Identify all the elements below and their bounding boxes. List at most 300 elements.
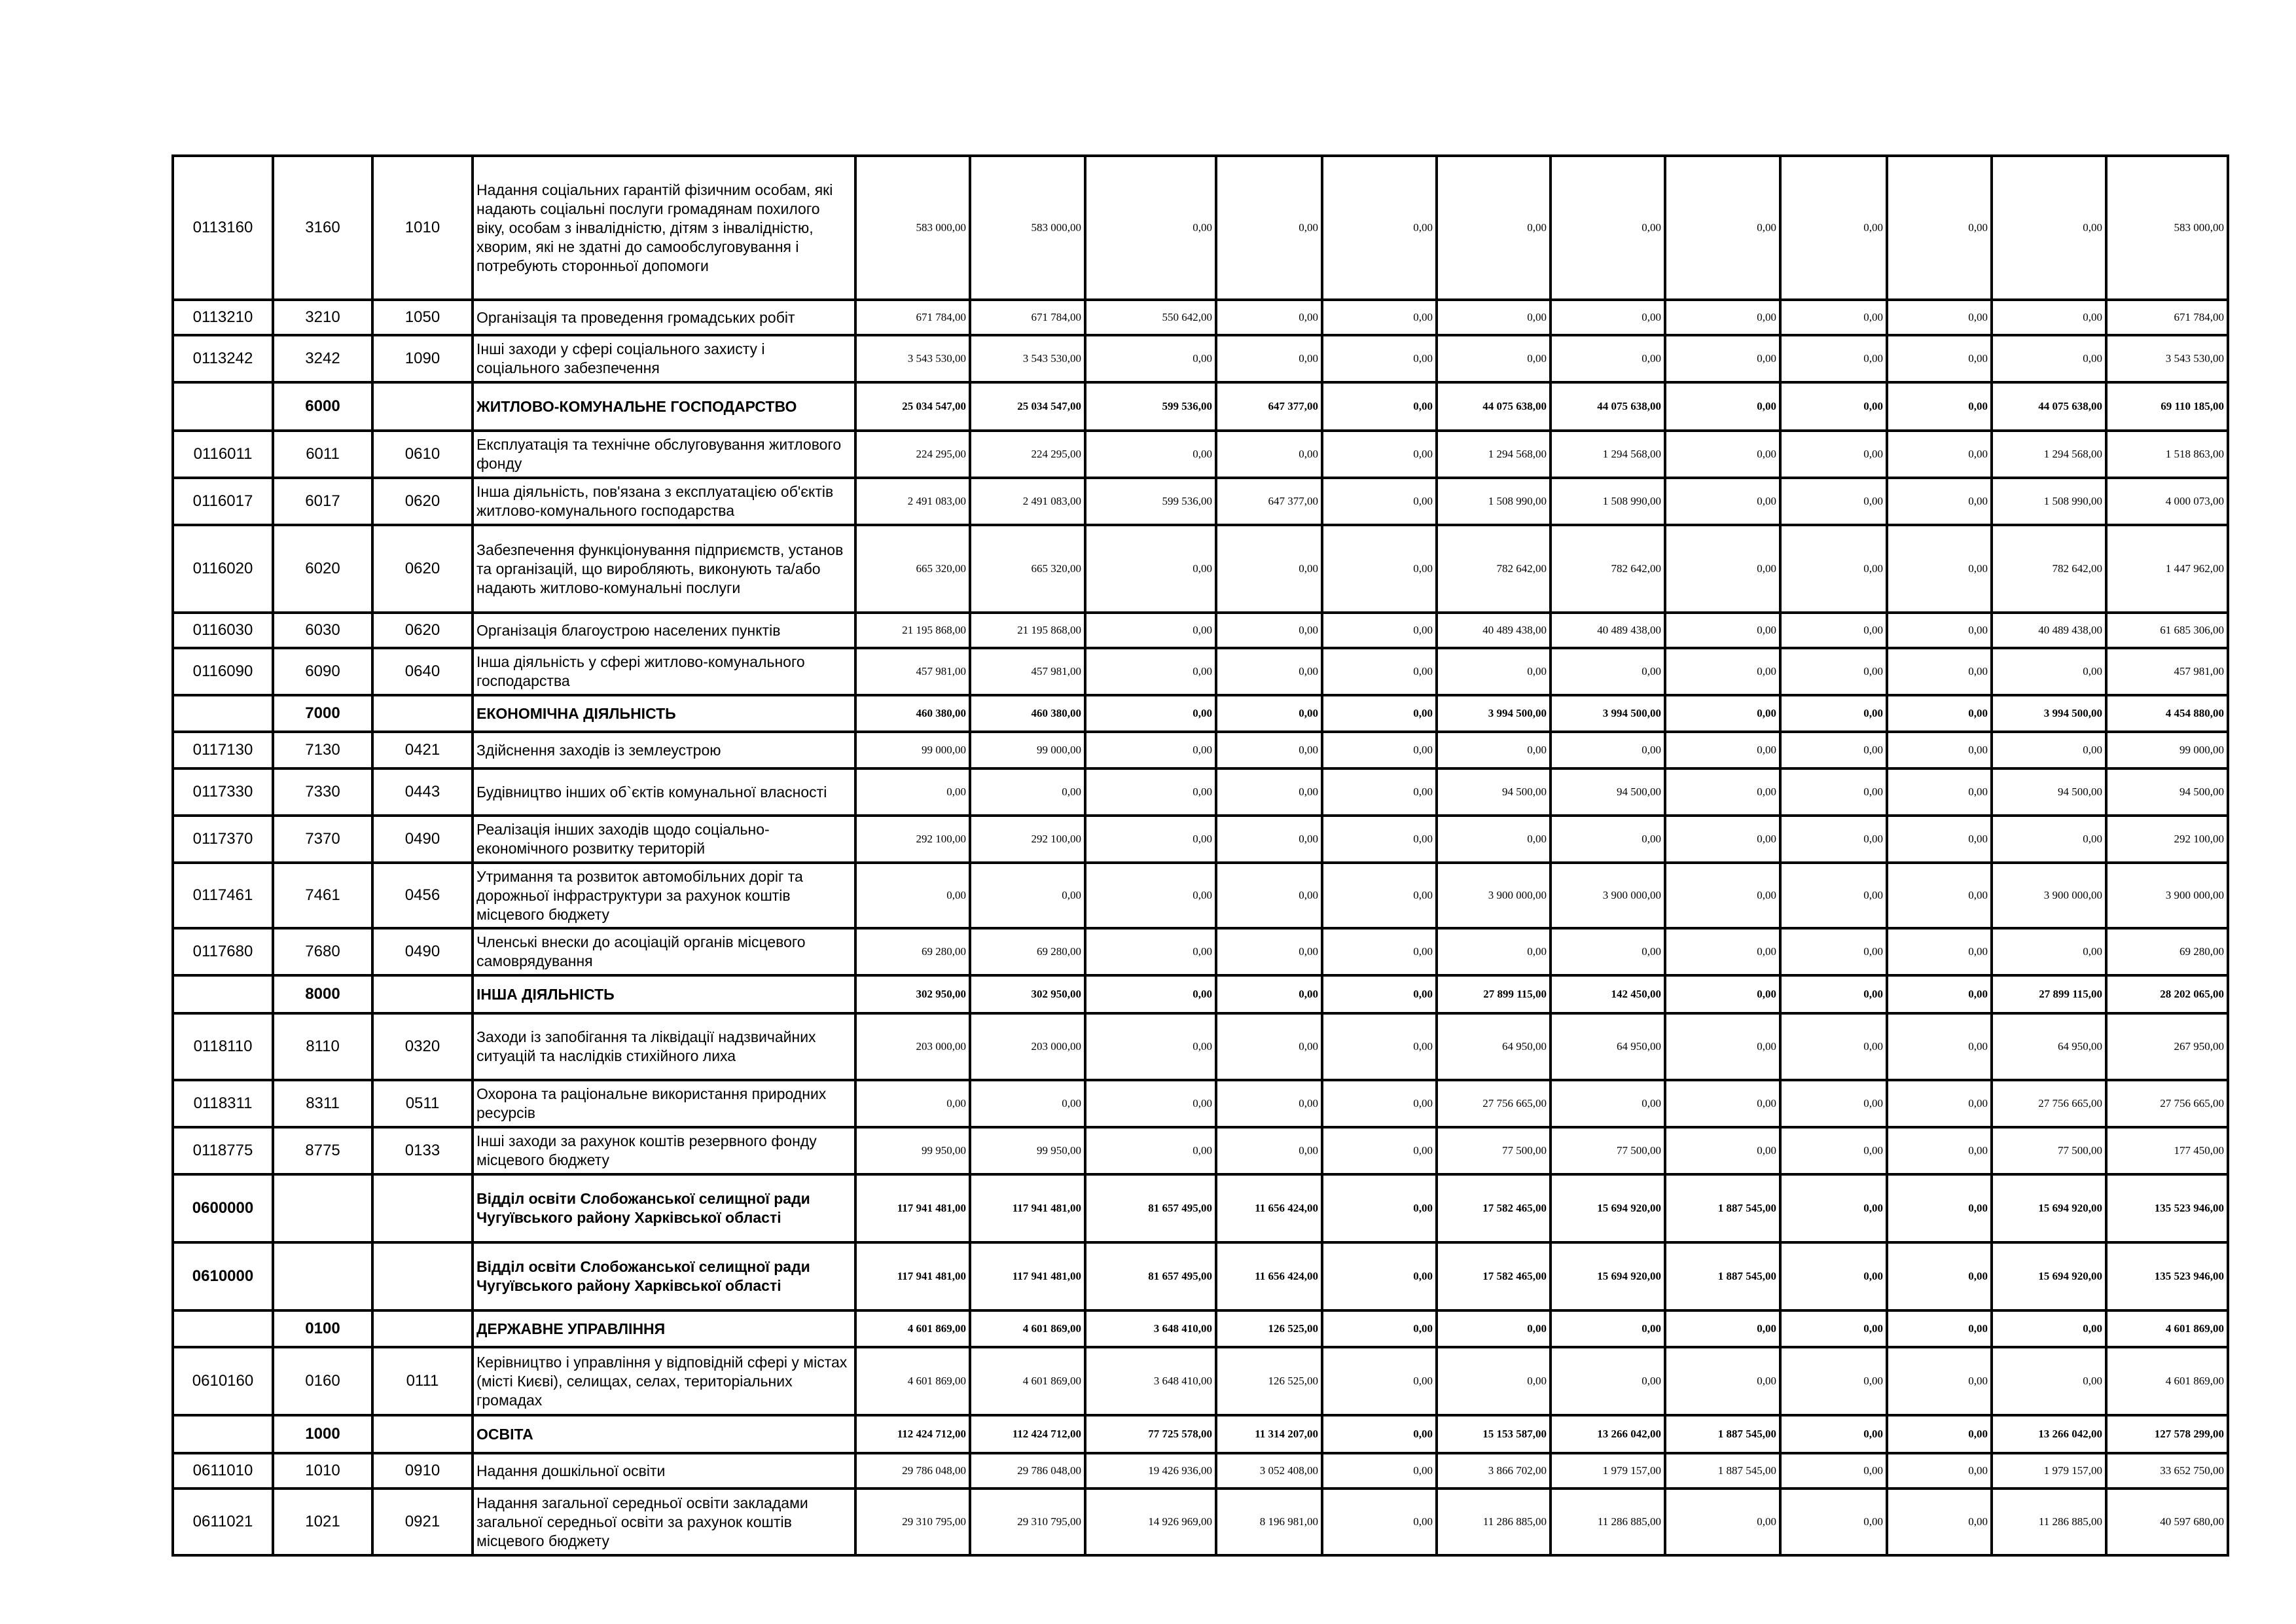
grand-total-cell: 69 280,00 — [2106, 928, 2228, 975]
program-code-cell: 0116011 — [173, 431, 273, 478]
general-fund-expenses-cell: 29 310 795,00 — [970, 1489, 1085, 1555]
general-fund-expenses-cell: 203 000,00 — [970, 1013, 1085, 1080]
table-row — [173, 1453, 2228, 1489]
general-fund-salary-cell: 14 926 969,00 — [1085, 1489, 1216, 1555]
special-fund-total-cell: 1 508 990,00 — [1437, 478, 1551, 525]
special-fund-expenses-cell: 0,00 — [1665, 1127, 1780, 1174]
grand-total-cell: 292 100,00 — [2106, 816, 2228, 863]
special-fund-utilities-cell: 0,00 — [1887, 1127, 1992, 1174]
special-fund-utilities-cell: 0,00 — [1887, 975, 1992, 1013]
special-fund-utilities-cell: 0,00 — [1887, 695, 1992, 732]
table-row — [173, 613, 2228, 648]
special-fund-salary-cell: 0,00 — [1780, 975, 1887, 1013]
special-fund-salary-cell: 0,00 — [1780, 1489, 1887, 1555]
general-fund-development-cell: 0,00 — [1322, 648, 1437, 695]
function-code-cell: 7000 — [273, 695, 372, 732]
program-code-cell: 0611010 — [173, 1453, 273, 1489]
general-fund-salary-cell: 0,00 — [1085, 816, 1216, 863]
special-fund-utilities-cell: 0,00 — [1887, 1415, 1992, 1453]
table-body — [173, 156, 2228, 1555]
fkvk-code-cell — [372, 1242, 473, 1310]
table-row — [173, 1013, 2228, 1080]
general-fund-expenses-cell: 457 981,00 — [970, 648, 1085, 695]
general-fund-total-cell: 0,00 — [855, 863, 970, 928]
program-name-cell: Керівництво і управління у відповідній сфері у містах (місті Києві), селищах, селах, територіальних громадах — [473, 1347, 855, 1415]
special-fund-salary-cell: 0,00 — [1780, 613, 1887, 648]
special-fund-salary-cell: 0,00 — [1780, 1174, 1887, 1242]
program-name-cell: ОСВІТА — [473, 1415, 855, 1453]
grand-total-cell: 99 000,00 — [2106, 732, 2228, 768]
general-fund-total-cell: 2 491 083,00 — [855, 478, 970, 525]
general-fund-salary-cell: 3 648 410,00 — [1085, 1347, 1216, 1415]
program-code-cell: 0116030 — [173, 613, 273, 648]
general-fund-development-cell: 0,00 — [1322, 768, 1437, 816]
grand-total-cell: 3 543 530,00 — [2106, 335, 2228, 382]
program-name-cell: Здійснення заходів із землеустрою — [473, 732, 855, 768]
special-fund-expenses-cell: 0,00 — [1665, 816, 1780, 863]
special-fund-expenses-cell: 0,00 — [1665, 431, 1780, 478]
program-code-cell: 0116020 — [173, 525, 273, 613]
general-fund-total-cell: 292 100,00 — [855, 816, 970, 863]
program-name-cell: Надання дошкільної освіти — [473, 1453, 855, 1489]
special-fund-expenses-cell: 1 887 545,00 — [1665, 1453, 1780, 1489]
general-fund-expenses-cell: 302 950,00 — [970, 975, 1085, 1013]
general-fund-total-cell: 99 000,00 — [855, 732, 970, 768]
special-fund-total-cell: 0,00 — [1437, 156, 1551, 300]
grand-total-cell: 1 518 863,00 — [2106, 431, 2228, 478]
general-fund-expenses-cell: 117 941 481,00 — [970, 1242, 1085, 1310]
table-row — [173, 1242, 2228, 1310]
special-fund-development-budget-cell: 15 694 920,00 — [1551, 1242, 1665, 1310]
special-fund-development-cell: 77 500,00 — [1992, 1127, 2106, 1174]
general-fund-development-cell: 0,00 — [1322, 156, 1437, 300]
special-fund-expenses-cell: 0,00 — [1665, 975, 1780, 1013]
fkvk-code-cell: 0620 — [372, 525, 473, 613]
special-fund-development-cell: 0,00 — [1992, 816, 2106, 863]
general-fund-development-cell: 0,00 — [1322, 478, 1437, 525]
special-fund-total-cell: 0,00 — [1437, 816, 1551, 863]
special-fund-development-budget-cell: 0,00 — [1551, 928, 1665, 975]
general-fund-salary-cell: 81 657 495,00 — [1085, 1174, 1216, 1242]
general-fund-utilities-cell: 8 196 981,00 — [1216, 1489, 1322, 1555]
function-code-cell: 1021 — [273, 1489, 372, 1555]
general-fund-salary-cell: 0,00 — [1085, 431, 1216, 478]
function-code-cell: 7370 — [273, 816, 372, 863]
fkvk-code-cell — [372, 1415, 473, 1453]
function-code-cell: 7461 — [273, 863, 372, 928]
special-fund-expenses-cell: 0,00 — [1665, 613, 1780, 648]
general-fund-development-cell: 0,00 — [1322, 1310, 1437, 1347]
special-fund-total-cell: 1 294 568,00 — [1437, 431, 1551, 478]
special-fund-utilities-cell: 0,00 — [1887, 863, 1992, 928]
special-fund-development-cell: 1 508 990,00 — [1992, 478, 2106, 525]
special-fund-expenses-cell: 0,00 — [1665, 768, 1780, 816]
general-fund-utilities-cell: 647 377,00 — [1216, 382, 1322, 431]
fkvk-code-cell: 1050 — [372, 300, 473, 335]
general-fund-expenses-cell: 583 000,00 — [970, 156, 1085, 300]
special-fund-development-budget-cell: 0,00 — [1551, 816, 1665, 863]
fkvk-code-cell: 0320 — [372, 1013, 473, 1080]
function-code-cell: 6020 — [273, 525, 372, 613]
special-fund-expenses-cell: 0,00 — [1665, 1310, 1780, 1347]
table-row — [173, 732, 2228, 768]
fkvk-code-cell: 0490 — [372, 928, 473, 975]
general-fund-utilities-cell: 126 525,00 — [1216, 1347, 1322, 1415]
grand-total-cell: 267 950,00 — [2106, 1013, 2228, 1080]
special-fund-total-cell: 0,00 — [1437, 732, 1551, 768]
table-row — [173, 382, 2228, 431]
special-fund-total-cell: 64 950,00 — [1437, 1013, 1551, 1080]
general-fund-salary-cell: 0,00 — [1085, 975, 1216, 1013]
fkvk-code-cell — [372, 975, 473, 1013]
general-fund-development-cell: 0,00 — [1322, 1347, 1437, 1415]
special-fund-development-cell: 40 489 438,00 — [1992, 613, 2106, 648]
special-fund-development-cell: 3 994 500,00 — [1992, 695, 2106, 732]
general-fund-utilities-cell: 0,00 — [1216, 300, 1322, 335]
special-fund-development-cell: 0,00 — [1992, 335, 2106, 382]
general-fund-development-cell: 0,00 — [1322, 695, 1437, 732]
special-fund-development-budget-cell: 40 489 438,00 — [1551, 613, 1665, 648]
fkvk-code-cell: 0640 — [372, 648, 473, 695]
table-row — [173, 1415, 2228, 1453]
general-fund-expenses-cell: 292 100,00 — [970, 816, 1085, 863]
program-name-cell: Відділ освіти Слобожанської селищної ради Чугуївського району Харківської області — [473, 1242, 855, 1310]
general-fund-development-cell: 0,00 — [1322, 335, 1437, 382]
general-fund-expenses-cell: 117 941 481,00 — [970, 1174, 1085, 1242]
general-fund-salary-cell: 599 536,00 — [1085, 478, 1216, 525]
special-fund-utilities-cell: 0,00 — [1887, 156, 1992, 300]
general-fund-total-cell: 302 950,00 — [855, 975, 970, 1013]
program-code-cell: 0118775 — [173, 1127, 273, 1174]
grand-total-cell: 135 523 946,00 — [2106, 1242, 2228, 1310]
special-fund-salary-cell: 0,00 — [1780, 648, 1887, 695]
general-fund-total-cell: 25 034 547,00 — [855, 382, 970, 431]
general-fund-utilities-cell: 0,00 — [1216, 975, 1322, 1013]
special-fund-expenses-cell: 0,00 — [1665, 156, 1780, 300]
general-fund-utilities-cell: 11 656 424,00 — [1216, 1242, 1322, 1310]
program-name-cell: ЖИТЛОВО-КОМУНАЛЬНЕ ГОСПОДАРСТВО — [473, 382, 855, 431]
general-fund-total-cell: 224 295,00 — [855, 431, 970, 478]
table-row — [173, 300, 2228, 335]
special-fund-development-budget-cell: 0,00 — [1551, 1347, 1665, 1415]
general-fund-expenses-cell: 460 380,00 — [970, 695, 1085, 732]
special-fund-expenses-cell: 0,00 — [1665, 695, 1780, 732]
special-fund-development-budget-cell: 1 294 568,00 — [1551, 431, 1665, 478]
special-fund-development-cell: 27 756 665,00 — [1992, 1080, 2106, 1127]
special-fund-development-cell: 1 979 157,00 — [1992, 1453, 2106, 1489]
general-fund-expenses-cell: 21 195 868,00 — [970, 613, 1085, 648]
grand-total-cell: 40 597 680,00 — [2106, 1489, 2228, 1555]
general-fund-total-cell: 583 000,00 — [855, 156, 970, 300]
general-fund-development-cell: 0,00 — [1322, 613, 1437, 648]
general-fund-expenses-cell: 3 543 530,00 — [970, 335, 1085, 382]
general-fund-expenses-cell: 0,00 — [970, 768, 1085, 816]
special-fund-total-cell: 17 582 465,00 — [1437, 1242, 1551, 1310]
general-fund-utilities-cell: 0,00 — [1216, 863, 1322, 928]
special-fund-development-budget-cell: 3 994 500,00 — [1551, 695, 1665, 732]
table-row — [173, 768, 2228, 816]
special-fund-development-cell: 11 286 885,00 — [1992, 1489, 2106, 1555]
general-fund-development-cell: 0,00 — [1322, 975, 1437, 1013]
program-name-cell: Відділ освіти Слобожанської селищної ради Чугуївського району Харківської області — [473, 1174, 855, 1242]
program-name-cell: Охорона та раціональне використання природних ресурсів — [473, 1080, 855, 1127]
program-name-cell: Реалізація інших заходів щодо соціально-економічного розвитку територій — [473, 816, 855, 863]
general-fund-development-cell: 0,00 — [1322, 1013, 1437, 1080]
special-fund-development-cell: 27 899 115,00 — [1992, 975, 2106, 1013]
general-fund-development-cell: 0,00 — [1322, 382, 1437, 431]
grand-total-cell: 4 601 869,00 — [2106, 1310, 2228, 1347]
special-fund-development-cell: 0,00 — [1992, 1310, 2106, 1347]
general-fund-utilities-cell: 0,00 — [1216, 695, 1322, 732]
table-row — [173, 648, 2228, 695]
program-code-cell: 0118110 — [173, 1013, 273, 1080]
general-fund-total-cell: 4 601 869,00 — [855, 1347, 970, 1415]
fkvk-code-cell: 0111 — [372, 1347, 473, 1415]
general-fund-development-cell: 0,00 — [1322, 1080, 1437, 1127]
special-fund-utilities-cell: 0,00 — [1887, 1347, 1992, 1415]
general-fund-development-cell: 0,00 — [1322, 928, 1437, 975]
special-fund-development-cell: 782 642,00 — [1992, 525, 2106, 613]
general-fund-total-cell: 117 941 481,00 — [855, 1242, 970, 1310]
program-code-cell: 0118311 — [173, 1080, 273, 1127]
special-fund-development-budget-cell: 15 694 920,00 — [1551, 1174, 1665, 1242]
function-code-cell: 6017 — [273, 478, 372, 525]
special-fund-salary-cell: 0,00 — [1780, 525, 1887, 613]
general-fund-expenses-cell: 0,00 — [970, 863, 1085, 928]
special-fund-salary-cell: 0,00 — [1780, 156, 1887, 300]
special-fund-salary-cell: 0,00 — [1780, 1013, 1887, 1080]
budget-table — [171, 154, 2229, 1557]
special-fund-utilities-cell: 0,00 — [1887, 478, 1992, 525]
general-fund-utilities-cell: 0,00 — [1216, 1013, 1322, 1080]
fkvk-code-cell: 0490 — [372, 816, 473, 863]
general-fund-salary-cell: 0,00 — [1085, 613, 1216, 648]
general-fund-utilities-cell: 0,00 — [1216, 816, 1322, 863]
program-code-cell — [173, 1415, 273, 1453]
special-fund-total-cell: 3 900 000,00 — [1437, 863, 1551, 928]
special-fund-development-budget-cell: 64 950,00 — [1551, 1013, 1665, 1080]
program-code-cell: 0610160 — [173, 1347, 273, 1415]
general-fund-development-cell: 0,00 — [1322, 1453, 1437, 1489]
program-code-cell: 0611021 — [173, 1489, 273, 1555]
special-fund-expenses-cell: 0,00 — [1665, 1347, 1780, 1415]
function-code-cell: 1010 — [273, 1453, 372, 1489]
function-code-cell: 8110 — [273, 1013, 372, 1080]
special-fund-utilities-cell: 0,00 — [1887, 1080, 1992, 1127]
fkvk-code-cell: 0421 — [372, 732, 473, 768]
grand-total-cell: 28 202 065,00 — [2106, 975, 2228, 1013]
program-name-cell: Інша діяльність у сфері житлово-комунального господарства — [473, 648, 855, 695]
table-row — [173, 1489, 2228, 1555]
grand-total-cell: 94 500,00 — [2106, 768, 2228, 816]
general-fund-total-cell: 665 320,00 — [855, 525, 970, 613]
special-fund-total-cell: 94 500,00 — [1437, 768, 1551, 816]
special-fund-total-cell: 77 500,00 — [1437, 1127, 1551, 1174]
special-fund-utilities-cell: 0,00 — [1887, 816, 1992, 863]
general-fund-salary-cell: 550 642,00 — [1085, 300, 1216, 335]
program-name-cell: Організація благоустрою населених пунктів — [473, 613, 855, 648]
grand-total-cell: 671 784,00 — [2106, 300, 2228, 335]
special-fund-expenses-cell: 1 887 545,00 — [1665, 1415, 1780, 1453]
function-code-cell: 6000 — [273, 382, 372, 431]
fkvk-code-cell: 0443 — [372, 768, 473, 816]
general-fund-salary-cell: 0,00 — [1085, 1013, 1216, 1080]
special-fund-total-cell: 0,00 — [1437, 928, 1551, 975]
special-fund-utilities-cell: 0,00 — [1887, 1310, 1992, 1347]
general-fund-expenses-cell: 671 784,00 — [970, 300, 1085, 335]
fkvk-code-cell — [372, 382, 473, 431]
special-fund-expenses-cell: 0,00 — [1665, 525, 1780, 613]
program-name-cell: Будівництво інших об`єктів комунальної власності — [473, 768, 855, 816]
special-fund-expenses-cell: 0,00 — [1665, 928, 1780, 975]
program-code-cell: 0117680 — [173, 928, 273, 975]
general-fund-expenses-cell: 0,00 — [970, 1080, 1085, 1127]
program-name-cell: ІНША ДІЯЛЬНІСТЬ — [473, 975, 855, 1013]
function-code-cell: 6030 — [273, 613, 372, 648]
special-fund-utilities-cell: 0,00 — [1887, 382, 1992, 431]
general-fund-total-cell: 21 195 868,00 — [855, 613, 970, 648]
special-fund-development-budget-cell: 0,00 — [1551, 1310, 1665, 1347]
program-name-cell: Заходи із запобігання та ліквідації надзвичайних ситуацій та наслідків стихійного лиха — [473, 1013, 855, 1080]
general-fund-development-cell: 0,00 — [1322, 1127, 1437, 1174]
special-fund-salary-cell: 0,00 — [1780, 335, 1887, 382]
general-fund-total-cell: 117 941 481,00 — [855, 1174, 970, 1242]
special-fund-expenses-cell: 0,00 — [1665, 648, 1780, 695]
general-fund-utilities-cell: 126 525,00 — [1216, 1310, 1322, 1347]
general-fund-salary-cell: 0,00 — [1085, 525, 1216, 613]
special-fund-development-budget-cell: 11 286 885,00 — [1551, 1489, 1665, 1555]
table-row — [173, 431, 2228, 478]
general-fund-salary-cell: 0,00 — [1085, 863, 1216, 928]
program-name-cell: Експлуатація та технічне обслуговування житлового фонду — [473, 431, 855, 478]
general-fund-utilities-cell: 647 377,00 — [1216, 478, 1322, 525]
grand-total-cell: 177 450,00 — [2106, 1127, 2228, 1174]
special-fund-salary-cell: 0,00 — [1780, 431, 1887, 478]
special-fund-salary-cell: 0,00 — [1780, 816, 1887, 863]
special-fund-expenses-cell: 0,00 — [1665, 1013, 1780, 1080]
special-fund-development-cell: 15 694 920,00 — [1992, 1242, 2106, 1310]
general-fund-utilities-cell: 0,00 — [1216, 525, 1322, 613]
general-fund-expenses-cell: 69 280,00 — [970, 928, 1085, 975]
general-fund-utilities-cell: 0,00 — [1216, 648, 1322, 695]
special-fund-expenses-cell: 0,00 — [1665, 732, 1780, 768]
program-code-cell: 0116090 — [173, 648, 273, 695]
special-fund-development-budget-cell: 94 500,00 — [1551, 768, 1665, 816]
special-fund-development-budget-cell: 0,00 — [1551, 335, 1665, 382]
table-row — [173, 1127, 2228, 1174]
program-code-cell — [173, 1310, 273, 1347]
general-fund-total-cell: 3 543 530,00 — [855, 335, 970, 382]
general-fund-utilities-cell: 11 656 424,00 — [1216, 1174, 1322, 1242]
general-fund-salary-cell: 0,00 — [1085, 1127, 1216, 1174]
special-fund-development-cell: 0,00 — [1992, 648, 2106, 695]
function-code-cell: 3160 — [273, 156, 372, 300]
special-fund-salary-cell: 0,00 — [1780, 695, 1887, 732]
program-name-cell: Надання загальної середньої освіти закладами загальної середньої освіти за рахунок коштів місцевого бюджету — [473, 1489, 855, 1555]
function-code-cell — [273, 1242, 372, 1310]
grand-total-cell: 583 000,00 — [2106, 156, 2228, 300]
special-fund-utilities-cell: 0,00 — [1887, 648, 1992, 695]
general-fund-total-cell: 112 424 712,00 — [855, 1415, 970, 1453]
general-fund-expenses-cell: 4 601 869,00 — [970, 1347, 1085, 1415]
special-fund-development-cell: 1 294 568,00 — [1992, 431, 2106, 478]
general-fund-salary-cell: 81 657 495,00 — [1085, 1242, 1216, 1310]
general-fund-salary-cell: 19 426 936,00 — [1085, 1453, 1216, 1489]
special-fund-expenses-cell: 0,00 — [1665, 335, 1780, 382]
special-fund-expenses-cell: 1 887 545,00 — [1665, 1242, 1780, 1310]
general-fund-development-cell: 0,00 — [1322, 863, 1437, 928]
special-fund-total-cell: 11 286 885,00 — [1437, 1489, 1551, 1555]
program-code-cell: 0610000 — [173, 1242, 273, 1310]
general-fund-salary-cell: 0,00 — [1085, 928, 1216, 975]
special-fund-development-budget-cell: 0,00 — [1551, 156, 1665, 300]
program-name-cell: Надання соціальних гарантій фізичним особам, які надають соціальні послуги громадянам похилого віку, особам з інвалідністю, дітям з інвалідністю, хворим, які не здатні до самообслуговування і потребують сторонньої допомоги — [473, 156, 855, 300]
special-fund-utilities-cell: 0,00 — [1887, 1174, 1992, 1242]
special-fund-total-cell: 0,00 — [1437, 648, 1551, 695]
general-fund-utilities-cell: 0,00 — [1216, 335, 1322, 382]
fkvk-code-cell: 1010 — [372, 156, 473, 300]
grand-total-cell: 135 523 946,00 — [2106, 1174, 2228, 1242]
special-fund-development-budget-cell: 13 266 042,00 — [1551, 1415, 1665, 1453]
function-code-cell — [273, 1174, 372, 1242]
special-fund-salary-cell: 0,00 — [1780, 382, 1887, 431]
special-fund-development-cell: 0,00 — [1992, 1347, 2106, 1415]
function-code-cell: 0100 — [273, 1310, 372, 1347]
general-fund-expenses-cell: 99 000,00 — [970, 732, 1085, 768]
general-fund-salary-cell: 77 725 578,00 — [1085, 1415, 1216, 1453]
table-row — [173, 335, 2228, 382]
special-fund-development-cell: 13 266 042,00 — [1992, 1415, 2106, 1453]
special-fund-development-cell: 0,00 — [1992, 928, 2106, 975]
special-fund-development-cell: 0,00 — [1992, 156, 2106, 300]
general-fund-total-cell: 0,00 — [855, 768, 970, 816]
special-fund-expenses-cell: 0,00 — [1665, 1080, 1780, 1127]
special-fund-total-cell: 0,00 — [1437, 300, 1551, 335]
fkvk-code-cell: 0910 — [372, 1453, 473, 1489]
program-name-cell: ДЕРЖАВНЕ УПРАВЛІННЯ — [473, 1310, 855, 1347]
special-fund-total-cell: 782 642,00 — [1437, 525, 1551, 613]
program-name-cell: Організація та проведення громадських робіт — [473, 300, 855, 335]
general-fund-total-cell: 99 950,00 — [855, 1127, 970, 1174]
program-code-cell — [173, 695, 273, 732]
function-code-cell: 7130 — [273, 732, 372, 768]
program-code-cell: 0113160 — [173, 156, 273, 300]
general-fund-salary-cell: 0,00 — [1085, 156, 1216, 300]
general-fund-utilities-cell: 3 052 408,00 — [1216, 1453, 1322, 1489]
general-fund-utilities-cell: 0,00 — [1216, 1127, 1322, 1174]
fkvk-code-cell: 0133 — [372, 1127, 473, 1174]
special-fund-development-cell: 0,00 — [1992, 300, 2106, 335]
general-fund-salary-cell: 3 648 410,00 — [1085, 1310, 1216, 1347]
grand-total-cell: 3 900 000,00 — [2106, 863, 2228, 928]
table-row — [173, 1310, 2228, 1347]
grand-total-cell: 457 981,00 — [2106, 648, 2228, 695]
fkvk-code-cell: 0921 — [372, 1489, 473, 1555]
general-fund-expenses-cell: 99 950,00 — [970, 1127, 1085, 1174]
special-fund-development-cell: 15 694 920,00 — [1992, 1174, 2106, 1242]
program-code-cell: 0113210 — [173, 300, 273, 335]
special-fund-total-cell: 0,00 — [1437, 335, 1551, 382]
special-fund-total-cell: 27 899 115,00 — [1437, 975, 1551, 1013]
general-fund-expenses-cell: 4 601 869,00 — [970, 1310, 1085, 1347]
special-fund-expenses-cell: 0,00 — [1665, 863, 1780, 928]
grand-total-cell: 4 601 869,00 — [2106, 1347, 2228, 1415]
general-fund-total-cell: 69 280,00 — [855, 928, 970, 975]
special-fund-development-budget-cell: 142 450,00 — [1551, 975, 1665, 1013]
special-fund-salary-cell: 0,00 — [1780, 1310, 1887, 1347]
special-fund-utilities-cell: 0,00 — [1887, 1453, 1992, 1489]
general-fund-salary-cell: 0,00 — [1085, 648, 1216, 695]
